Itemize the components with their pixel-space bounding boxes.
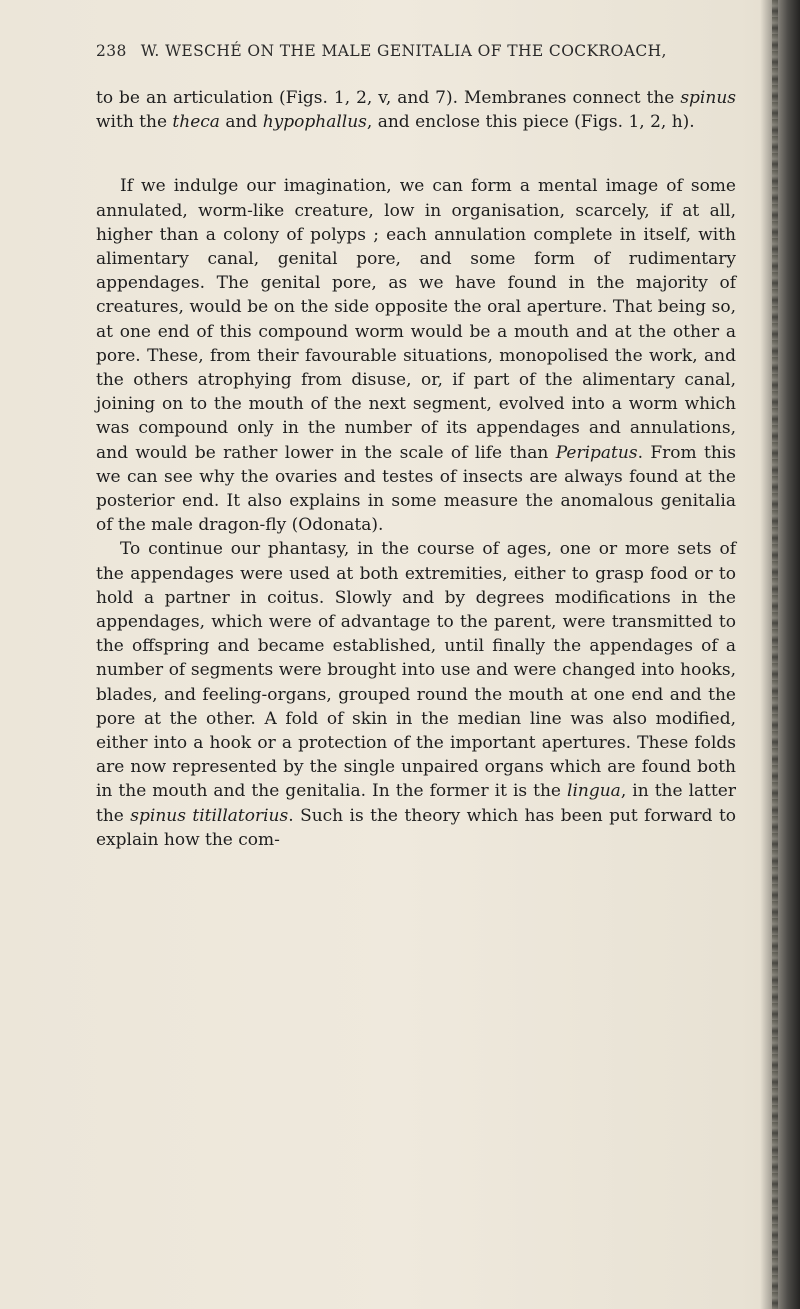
- page-number: 238: [96, 42, 127, 60]
- paragraph-1: to be an articulation (Figs. 1, 2, v, and 7). Membranes connect the spinus with the theca and hypophallus, and enclose this piece (Figs. 1, 2, h).: [96, 88, 736, 133]
- page-edge-shadow: [760, 0, 800, 1309]
- paragraph-2: If we indulge our imagination, we can form a mental image of some annulated, worm-like creature, low in organisation, scarcely, if at all, higher than a colony of polyps ; each annulation complete in itself, with alimentary canal, genital pore, and some form of rudimentary appendages. The genital pore, as we have found in the majority of creatures, would be on the side opposite the oral aperture. That being so, at one end of this compound worm would be a mouth and at the other a pore. These, from their favourable situations, monopolised the work, and the others atrophying from disuse, or, if part of the alimentary canal, joining on to the mouth of the next segment, evolved into a worm which was compound only in the number of its appendages and annulations, and would be rather lower in the scale of life than Peripatus. From this we can see why the ovaries and testes of insects are always found at the posterior end. It also explains in some measure the anomalous genitalia of the male dragon-fly (Odonata).: [96, 176, 736, 536]
- body-text: [96, 86, 736, 852]
- binding-edge: [772, 0, 778, 1309]
- running-head: [96, 42, 726, 60]
- paragraph-3: To continue our phantasy, in the course of ages, one or more sets of the appendages were used at both extremities, either to grasp food or to hold a partner in coitus. Slowly and by degrees modifications in the appendages, which were of advantage to the parent, were transmitted to the offspring and became established, until finally the appendages of a number of segments were brought into use and were changed into hooks, blades, and feeling-organs, grouped round the mouth at one end and the pore at the other. A fold of skin in the median line was also modified, either into a hook or a protection of the important apertures. These folds are now represented by the single unpaired organs which are found both in the mouth and the genitalia. In the former it is the lingua, in the latter the spinus titillatorius. Such is the theory which has been put forward to explain how the com-: [96, 539, 737, 850]
- running-title: W. WESCHÉ ON THE MALE GENITALIA OF THE COCKROACH,: [140, 42, 667, 60]
